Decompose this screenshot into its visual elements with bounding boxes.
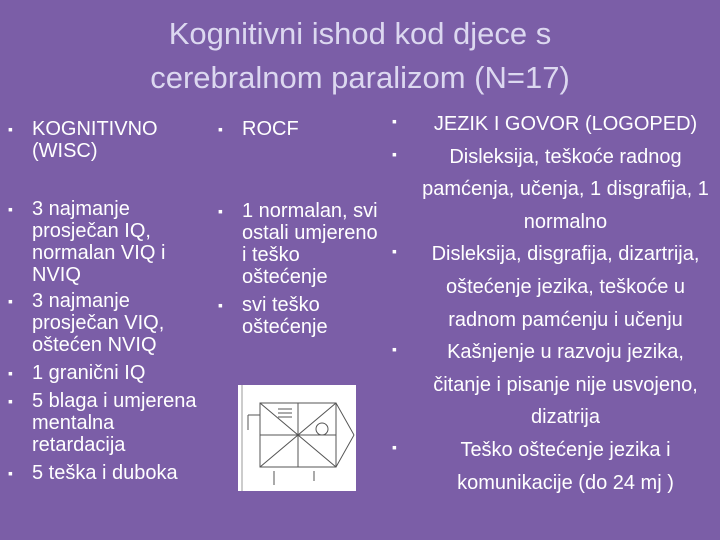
cognitive-column [6,118,211,484]
bullet-icon: ▪ [8,393,13,409]
bullet-icon: ▪ [8,465,13,481]
rocf-column [216,118,381,338]
list-item: ▪ Disleksija, teškoće radnog pamćenja, učenja, 1 disgrafija, 1 normalno [390,141,715,239]
rey-figure-icon [238,385,356,491]
bullet-icon: ▪ [218,121,223,137]
list-item: ▪ 3 najmanje prosječan IQ, normalan VIQ i NVIQ [8,198,166,286]
rocf-figure-image [238,385,356,491]
list-item: ▪ 1 granični IQ [8,362,146,384]
list-item: ▪ Disleksija, disgrafija, dizartrija, oštećenje jezika, teškoće u radnom pamćenju i učenju [390,238,715,336]
bullet-icon: ▪ [8,365,13,381]
language-column [390,108,715,499]
bullet-icon: ▪ [392,243,397,260]
bullet-icon: ▪ [392,438,397,455]
list-item: ▪ Teško oštećenje jezika i komunikacije (do 24 mj ) [390,434,715,499]
bullet-icon: ▪ [392,341,397,358]
list-item: ▪ 1 normalan, svi ostali umjereno i teško oštećenje [218,200,378,288]
list-item: ▪ svi teško oštećenje [218,294,328,338]
bullet-icon: ▪ [8,293,13,309]
list-item: ▪ Kašnjenje u razvoju jezika, čitanje i pisanje nije usvojeno, dizatrija [390,336,715,434]
bullet-icon: ▪ [392,145,397,162]
title-line-1: Kognitivni ishod kod djece s [168,16,552,51]
bullet-icon: ▪ [218,297,223,313]
cognitive-heading: ▪ KOGNITIVNO (WISC) [8,118,158,162]
rocf-heading: ▪ ROCF [218,118,299,140]
title-line-2: cerebralnom paralizom (N=17) [150,60,570,95]
list-item: ▪ 5 teška i duboka [8,462,178,484]
list-item: ▪ 5 blaga i umjerena mentalna retardacija [8,390,197,456]
slide-title [60,12,660,100]
bullet-icon: ▪ [8,121,13,137]
list-item: ▪ 3 najmanje prosječan VIQ, oštećen NVIQ [8,290,165,356]
bullet-icon: ▪ [8,201,13,217]
list-item: ▪ JEZIK I GOVOR (LOGOPED) [390,108,715,141]
bullet-icon: ▪ [218,203,223,219]
bullet-icon: ▪ [392,113,397,129]
